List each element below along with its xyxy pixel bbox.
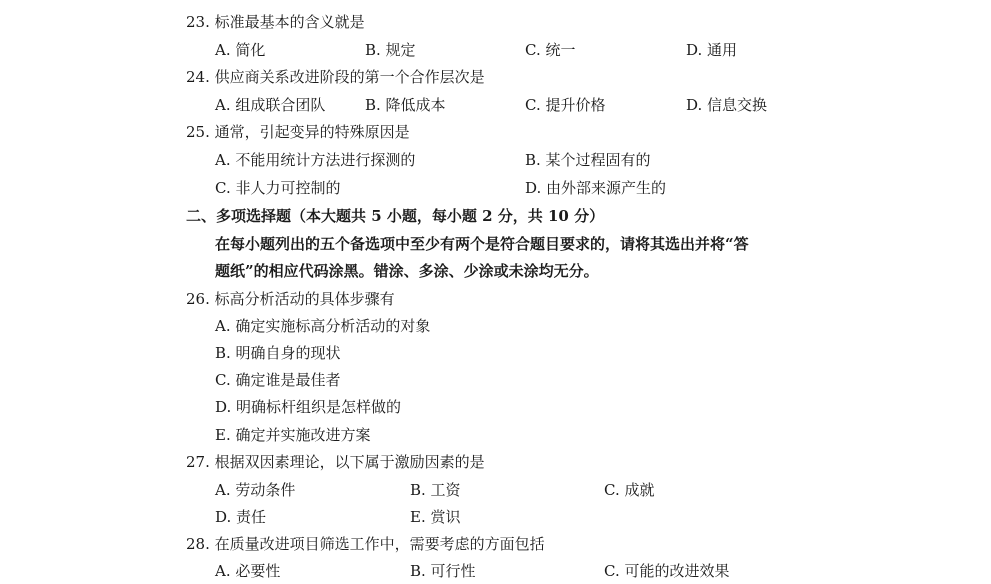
q25-option-d: D. 由外部来源产生的 — [525, 179, 667, 197]
section-2-instruction-line-2: 题纸”的相应代码涂黑。错涂、多涂、少涂或未涂均无分。 — [215, 262, 599, 280]
q27-option-a: A. 劳动条件 — [215, 481, 296, 499]
q26-option-a: A. 确定实施标高分析活动的对象 — [215, 317, 431, 335]
q26-option-c: C. 确定谁是最佳者 — [215, 371, 341, 389]
question-26-stem: 26. 标高分析活动的具体步骤有 — [186, 290, 395, 308]
q25-option-a: A. 不能用统计方法进行探测的 — [215, 151, 416, 169]
q23-option-c: C. 统一 — [525, 41, 576, 59]
question-24-stem: 24. 供应商关系改进阶段的第一个合作层次是 — [186, 68, 485, 86]
section-2-title: 二、多项选择题（本大题共 5 小题，每小题 2 分，共 10 分） — [186, 207, 605, 225]
q27-option-c: C. 成就 — [604, 481, 655, 499]
q26-option-b: B. 明确自身的现状 — [215, 344, 341, 362]
q25-option-c: C. 非人力可控制的 — [215, 179, 341, 197]
q24-option-c: C. 提升价格 — [525, 96, 606, 114]
question-27-stem: 27. 根据双因素理论，以下属于激励因素的是 — [186, 453, 485, 471]
q23-option-b: B. 规定 — [365, 41, 416, 59]
q24-option-a: A. 组成联合团队 — [215, 96, 326, 114]
q25-option-b: B. 某个过程固有的 — [525, 151, 651, 169]
q28-option-b: B. 可行性 — [410, 562, 476, 580]
q24-option-b: B. 降低成本 — [365, 96, 446, 114]
q27-option-d: D. 责任 — [215, 508, 267, 526]
q23-option-d: D. 通用 — [686, 41, 738, 59]
q28-option-a: A. 必要性 — [215, 562, 281, 580]
q26-option-d: D. 明确标杆组织是怎样做的 — [215, 398, 402, 416]
q27-option-b: B. 工资 — [410, 481, 461, 499]
question-23-stem: 23. 标准最基本的含义就是 — [186, 13, 365, 31]
q28-option-c: C. 可能的改进效果 — [604, 562, 730, 580]
section-2-instruction-line-1: 在每小题列出的五个备选项中至少有两个是符合题目要求的，请将其选出并将“答 — [215, 235, 749, 253]
q23-option-a: A. 简化 — [215, 41, 266, 59]
question-28-stem: 28. 在质量改进项目筛选工作中，需要考虑的方面包括 — [186, 535, 545, 553]
q27-option-e: E. 赏识 — [410, 508, 461, 526]
q26-option-e: E. 确定并实施改进方案 — [215, 426, 371, 444]
question-25-stem: 25. 通常，引起变异的特殊原因是 — [186, 123, 410, 141]
q24-option-d: D. 信息交换 — [686, 96, 768, 114]
